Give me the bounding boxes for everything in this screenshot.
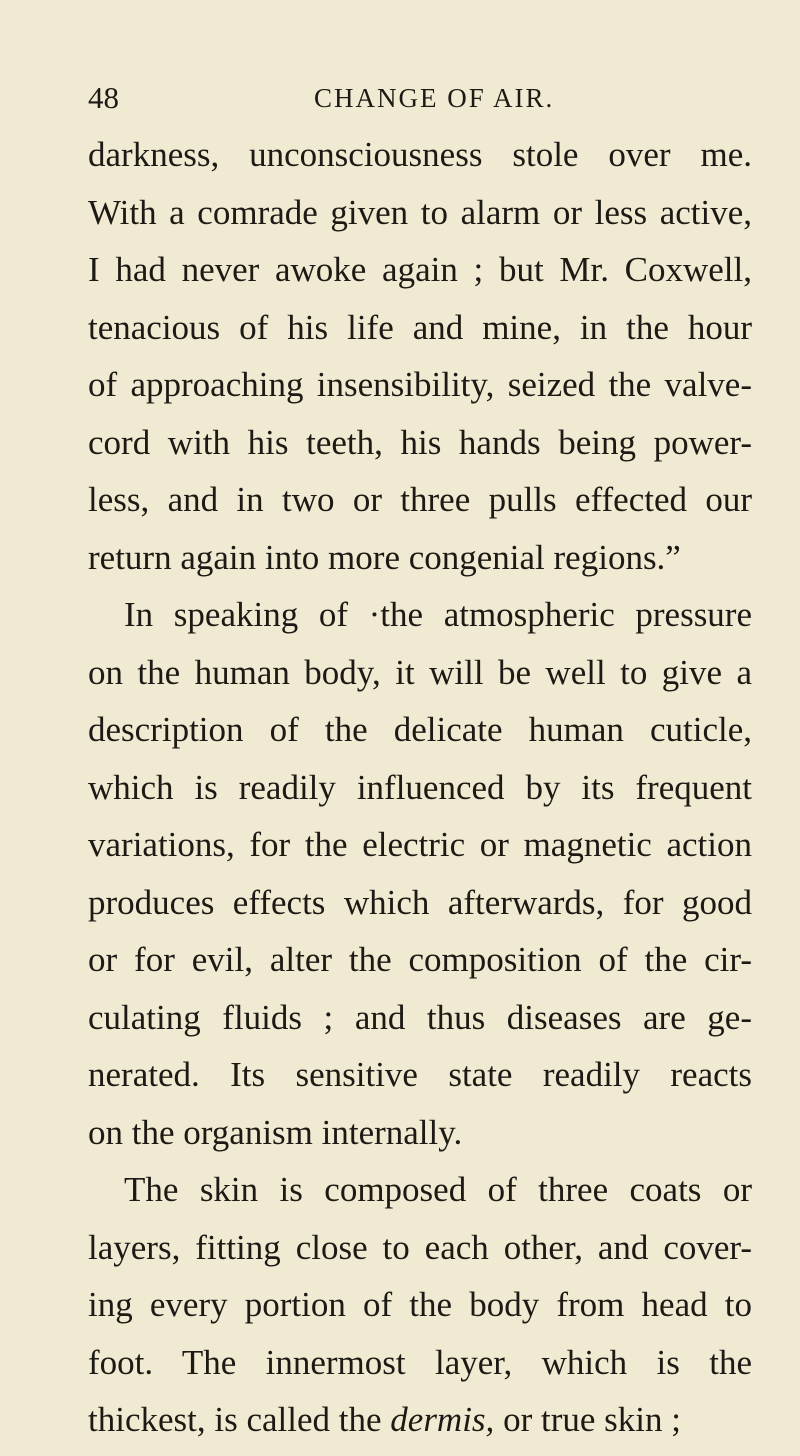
text-line-final bbox=[88, 1391, 752, 1449]
final-line-start: thickest, is called the bbox=[88, 1400, 391, 1439]
text-line: With a comrade given to alarm or less active, bbox=[88, 192, 752, 232]
text-line: which is readily influenced by its frequent bbox=[88, 767, 752, 807]
text-line: less, and in two or three pulls effected our bbox=[88, 480, 752, 519]
text-line: ing every portion of the body from head to bbox=[88, 1285, 752, 1324]
body-text bbox=[88, 126, 752, 1449]
text-line: foot. The innermost layer, which is the bbox=[88, 1342, 752, 1382]
text-line: produces effects which afterwards, for good bbox=[88, 882, 752, 922]
text-line: of approaching insensibility, seized the valve- bbox=[88, 365, 752, 404]
text-line: return again into more congenial regions.” bbox=[88, 537, 681, 577]
text-line: layers, fitting close to each other, and cover- bbox=[88, 1227, 752, 1267]
text-line: darkness, unconsciousness stole over me. bbox=[88, 135, 752, 174]
text-line: The skin is composed of three coats or bbox=[124, 1170, 752, 1209]
text-line: cord with his teeth, his hands being power- bbox=[88, 422, 752, 462]
text-line: variations, for the electric or magnetic action bbox=[88, 825, 752, 864]
text-line: culating fluids ; and thus diseases are ge- bbox=[88, 997, 752, 1037]
text-line: In speaking of ·the atmospheric pressure bbox=[124, 595, 752, 634]
text-line: description of the delicate human cuticle, bbox=[88, 710, 752, 749]
final-line-end: or true skin ; bbox=[494, 1400, 681, 1439]
text-line: or for evil, alter the composition of the cir- bbox=[88, 940, 752, 979]
text-line: on the human body, it will be well to give a bbox=[88, 652, 752, 692]
text-line: on the organism internally. bbox=[88, 1112, 463, 1152]
italic-term: dermis, bbox=[390, 1400, 495, 1439]
text-line: tenacious of his life and mine, in the hour bbox=[88, 307, 752, 347]
running-head bbox=[88, 74, 756, 122]
running-title: CHANGE OF AIR. bbox=[314, 83, 555, 113]
page-number: 48 bbox=[88, 80, 119, 115]
text-line: I had never awoke again ; but Mr. Coxwell, bbox=[88, 250, 752, 289]
text-line: nerated. Its sensitive state readily reacts bbox=[88, 1055, 752, 1094]
